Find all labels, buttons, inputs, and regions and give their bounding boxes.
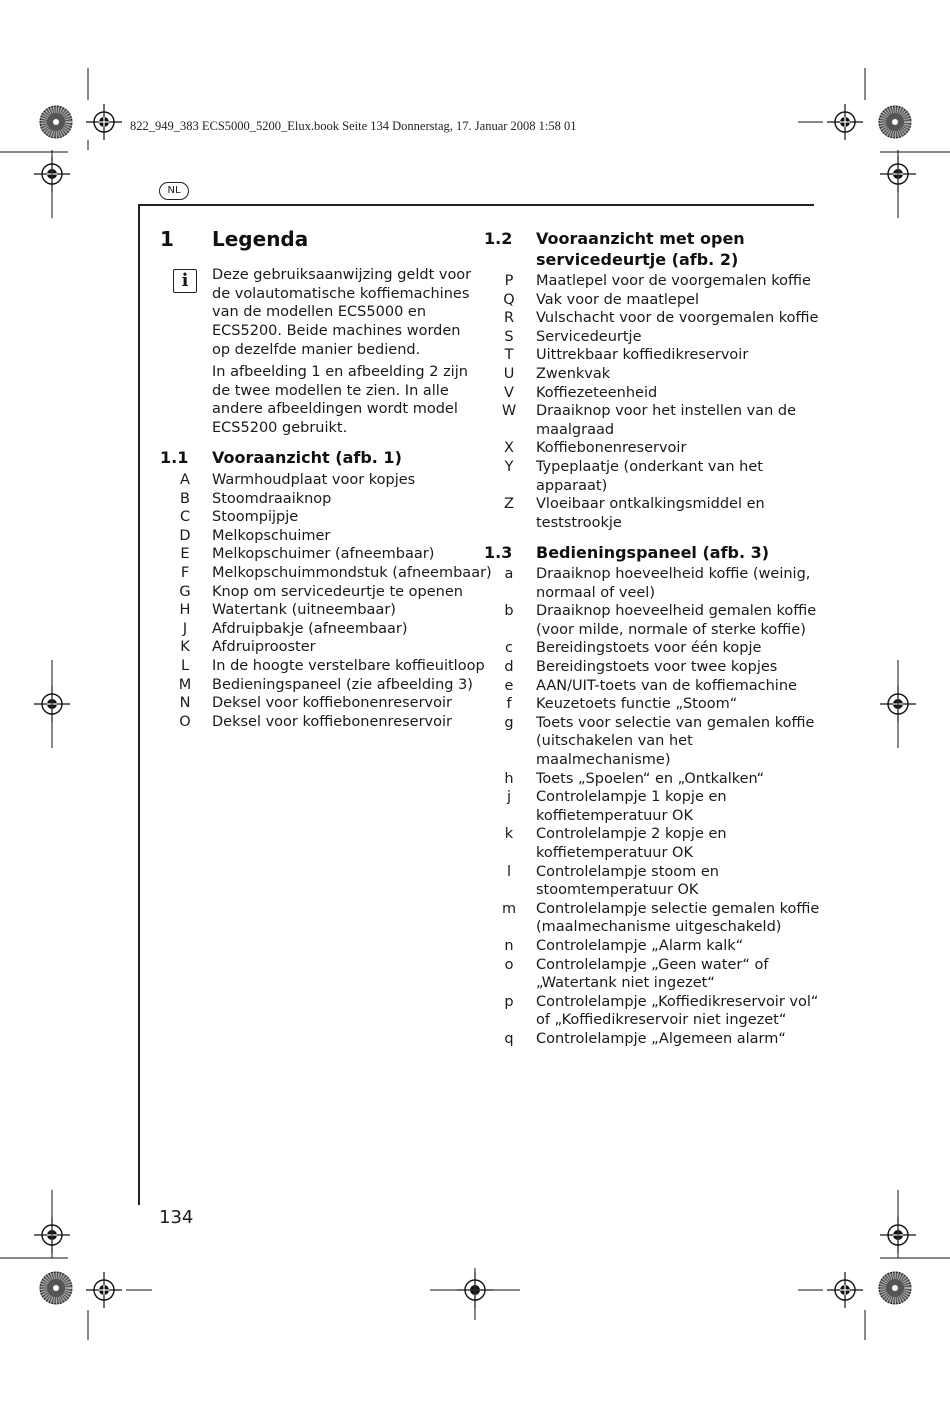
legend-text: Controlelampje „Algemeen alarm“ [536, 1031, 786, 1047]
legend-key: Q [503, 291, 515, 308]
legend-key: m [501, 900, 517, 917]
divider [138, 204, 814, 206]
legend-key: H [179, 602, 191, 619]
legend-key: V [504, 384, 514, 401]
registration-mark-icon [0, 1190, 152, 1340]
language-badge: NL [159, 182, 189, 200]
registration-mark-icon [798, 68, 950, 218]
legend-text: Afdruiprooster [212, 639, 316, 656]
legend-key: p [504, 993, 514, 1010]
legend-key: b [504, 603, 514, 620]
legend-text: (maalmechanisme uitgeschakeld) [536, 919, 782, 936]
legend-text: Servicedeurtje [536, 328, 642, 345]
legend-text: Draaiknop hoeveelheid koffie (weinig, [536, 566, 811, 582]
legend-text: Uittrekbaar koffiedikreservoir [536, 347, 749, 364]
subsection-title: Bedieningspaneel (afb. 3) [536, 543, 770, 562]
legend-text: Bereidingstoets voor één kopje [536, 640, 762, 657]
legend-text: Watertank (uitneembaar) [212, 602, 396, 619]
legend-text: Stoompijpje [212, 509, 299, 526]
legend-text: Controlelampje „Koffiedikreservoir vol“ [536, 993, 819, 1010]
margin-rule [138, 205, 140, 1205]
legend-text: Controlelampje selectie gemalen koffie [536, 900, 820, 917]
legend-text: Stoomdraaiknop [212, 490, 332, 507]
legend-key: e [504, 677, 514, 694]
legend-text: In de hoogte verstelbare koffieuitloop [212, 658, 485, 674]
legend-key: G [179, 583, 191, 600]
legend-text: Draaiknop hoeveelheid gemalen koffie [536, 603, 817, 620]
legend-key: K [180, 639, 190, 656]
info-icon: i [173, 269, 197, 293]
legend-text: normaal of veel) [536, 584, 655, 601]
subsection-title-cont: servicedeurtje (afb. 2) [536, 250, 739, 269]
legend-key: Y [504, 459, 514, 475]
legend-key: R [503, 310, 515, 327]
subsection-number: 1.2 [484, 229, 513, 248]
page-number: 134 [159, 1207, 194, 1228]
legend-key: l [506, 863, 512, 880]
legend-text: Vak voor de maatlepel [536, 291, 699, 308]
legend-key: T [504, 347, 514, 364]
legend-text: Vloeibaar ontkalkingsmiddel en [536, 496, 765, 513]
legend-key: C [179, 509, 191, 526]
legend-text: maalgraad [536, 421, 615, 438]
legend-text: Controlelampje 2 kopje en [536, 826, 727, 843]
legend-text: Melkopschuimer (afneembaar) [212, 546, 435, 563]
legend-key: Z [504, 496, 514, 513]
legend-text: Maatlepel voor de voorgemalen koffie [536, 273, 811, 289]
section-number: 1 [160, 227, 174, 251]
legend-key: j [506, 789, 512, 806]
legend-text: apparaat) [536, 477, 608, 494]
subsection-number: 1.3 [484, 543, 513, 562]
legend-key: a [504, 566, 514, 582]
legend-text: Zwenkvak [536, 366, 611, 382]
legend-text: Controlelampje „Geen water“ of [536, 956, 769, 973]
legend-key: L [180, 658, 190, 674]
legend-key: d [504, 659, 514, 675]
legend-key: S [504, 328, 514, 345]
legend-key: k [504, 826, 514, 843]
legend-key: B [180, 490, 190, 507]
legend-key: P [504, 273, 514, 289]
legend-text: Toets „Spoelen“ en „Ontkalken“ [536, 770, 765, 787]
intro-paragraph-2: In afbeelding 1 en afbeelding 2 zijn de twee modellen te zien. In alle andere afbeeldingen wordt model ECS5200 gebruikt. [212, 364, 468, 437]
subsection-title: Vooraanzicht (afb. 1) [212, 448, 402, 467]
legend-text: (voor milde, normale of sterke koffie) [536, 621, 806, 638]
legend-text: AAN/UIT-toets van de koffiemachine [536, 677, 797, 694]
legend-text: Knop om servicedeurtje te openen [212, 583, 463, 600]
legend-key: o [504, 956, 514, 973]
legend-key: E [180, 546, 190, 563]
legend-key: W [501, 403, 517, 420]
legend-key: O [179, 713, 191, 730]
intro-paragraph: Deze gebruiksaanwijzing geldt voor de volautomatische koffiemachines van de modellen ECS5000 en ECS5200. Beide machines worden op dezelfde manier bediend. [212, 267, 472, 358]
legend-key: F [180, 565, 190, 581]
legend-text: koffietemperatuur OK [536, 844, 693, 861]
legend-text: teststrookje [536, 514, 622, 531]
legend-text: Controlelampje 1 kopje en [536, 789, 727, 806]
legend-text: (uitschakelen van het [536, 733, 693, 750]
legend-text: maalmechanisme) [536, 751, 671, 768]
legend-text: Keuzetoets functie „Stoom“ [536, 696, 738, 713]
legend-text: Bedieningspaneel (zie afbeelding 3) [212, 676, 473, 693]
legend-key: J [182, 620, 188, 637]
legend-text: Controlelampje „Alarm kalk“ [536, 938, 744, 954]
legend-text: Afdruipbakje (afneembaar) [212, 620, 408, 637]
legend-key: U [503, 366, 515, 382]
legend-key: h [504, 770, 514, 787]
legend-text: Koffiezeteenheid [536, 384, 658, 401]
legend-text: Melkopschuimmondstuk (afneembaar) [212, 565, 492, 581]
legend-key: g [504, 714, 514, 731]
legend-text: Typeplaatje (onderkant van het [536, 459, 763, 475]
legend-text: Melkopschuimer [212, 527, 331, 544]
legend-key: q [504, 1031, 514, 1047]
legend-key: A [180, 472, 190, 488]
legend-key: c [505, 640, 513, 657]
registration-mark-icon [798, 1190, 950, 1340]
legend-text: Toets voor selectie van gemalen koffie [536, 714, 815, 731]
legend-text: Warmhoudplaat voor kopjes [212, 472, 416, 488]
legend-text: stoomtemperatuur OK [536, 882, 699, 899]
registration-mark-icon [0, 68, 122, 218]
subsection-title: Vooraanzicht met open [536, 229, 745, 248]
legend-key: M [178, 676, 192, 693]
legend-key: X [504, 440, 514, 457]
legend-text: Deksel voor koffiebonenreservoir [212, 713, 453, 730]
legend-text: koffietemperatuur OK [536, 807, 693, 824]
legend-key: D [179, 527, 191, 544]
legend-text: „Watertank niet ingezet“ [536, 975, 715, 992]
legend-key: N [179, 695, 191, 712]
file-header: 822_949_383 ECS5000_5200_Elux.book Seite 134 Donnerstag, 17. Januar 2008 1:58 01 [130, 119, 577, 133]
subsection-number: 1.1 [160, 448, 189, 467]
registration-mark-icon [430, 1268, 520, 1320]
legend-text: of „Koffiedikreservoir niet ingezet“ [536, 1012, 787, 1029]
legend-text: Controlelampje stoom en [536, 863, 719, 880]
legend-text: Koffiebonenreservoir [536, 440, 687, 457]
legend-text: Vulschacht voor de voorgemalen koffie [536, 310, 819, 327]
section-title: Legenda [212, 227, 309, 251]
legend-text: Draaiknop voor het instellen van de [536, 403, 797, 420]
legend-key: n [504, 938, 514, 954]
legend-key: f [506, 696, 512, 713]
legend-text: Deksel voor koffiebonenreservoir [212, 695, 453, 712]
legend-text: Bereidingstoets voor twee kopjes [536, 659, 778, 675]
